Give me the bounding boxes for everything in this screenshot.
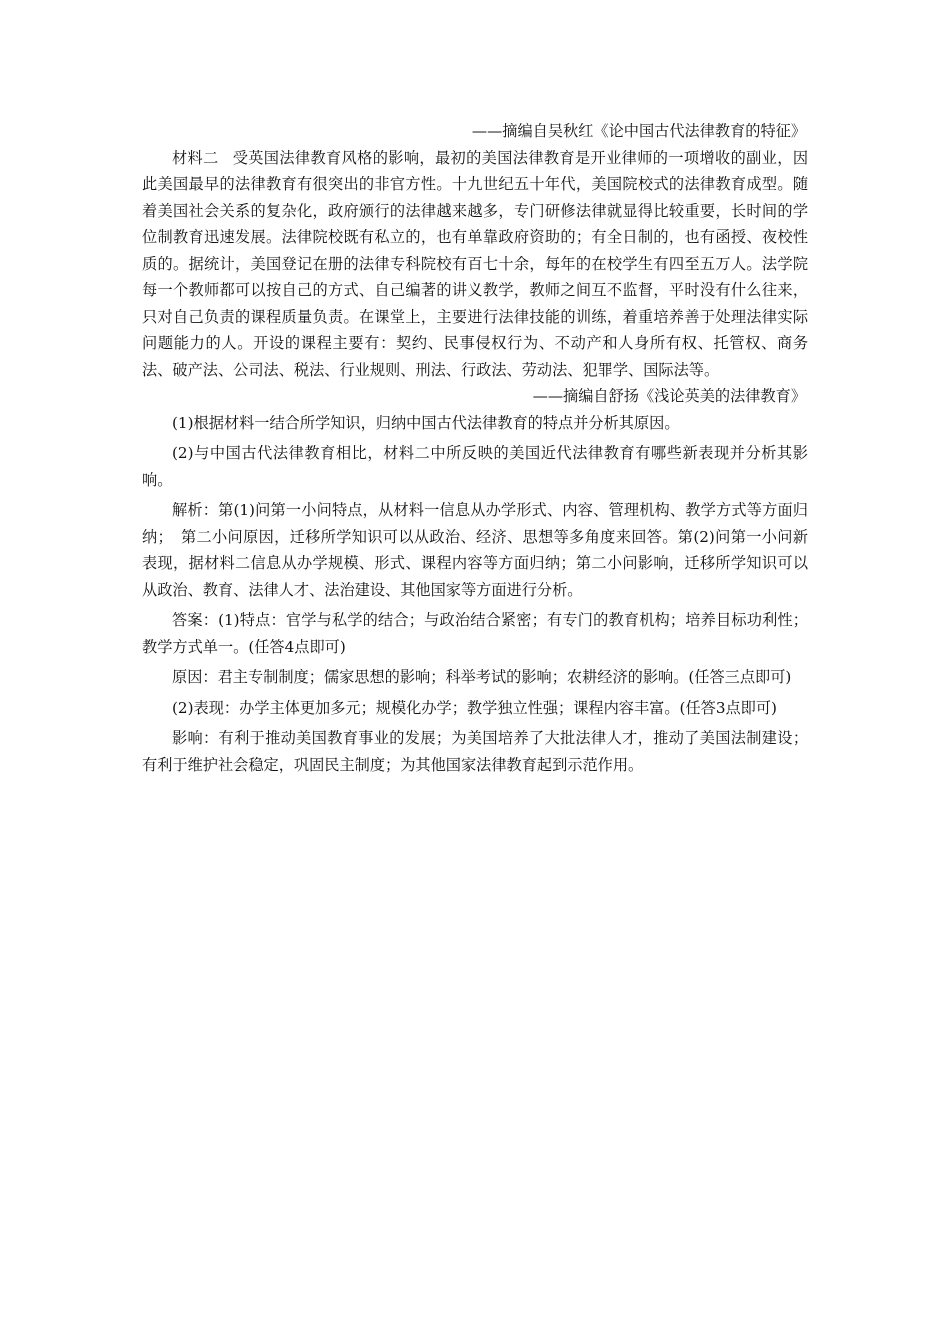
document-page bbox=[142, 118, 808, 778]
source-citation-2: ——摘编自舒扬《浅论英美的法律教育》 bbox=[532, 387, 806, 405]
answer-2-paragraph: (2)表现：办学主体更加多元；规模化办学；教学独立性强；课程内容丰富。(任答3点即可) bbox=[172, 698, 777, 717]
source-citation-1: ——摘编自吴秋红《论中国古代法律教育的特征》 bbox=[471, 122, 806, 140]
impact-paragraph: 影响：有利于推动美国教育事业的发展；为美国培养了大批法律人才，推动了美国法制建设；有利于维护社会稳定，巩固民主制度；为其他国家法律教育起到示范作用。 bbox=[142, 729, 808, 774]
reason-paragraph: 原因：君主专制制度；儒家思想的影响；科举考试的影响；农耕经济的影响。(任答三点即可) bbox=[172, 668, 792, 686]
question-2: (2)与中国古代法律教育相比，材料二中所反映的美国近代法律教育有哪些新表现并分析其影响。 bbox=[142, 444, 808, 489]
answer-1-paragraph: 答案：(1)特点：官学与私学的结合；与政治结合紧密；有专门的教育机构；培养目标功利性；教学方式单一。(任答4点即可) bbox=[142, 611, 808, 656]
question-1: (1)根据材料一结合所学知识，归纳中国古代法律教育的特点并分析其原因。 bbox=[172, 413, 680, 432]
material-two-paragraph bbox=[142, 145, 808, 384]
analysis-paragraph: 解析：第(1)问第一小问特点，从材料一信息从办学形式、内容、管理机构、教学方式等方面归纳； 第二小问原因，迁移所学知识可以从政治、经济、思想等多角度来回答。第(2)问第一小问新表现，据材料二信息从办学规模、形式、课程内容等方面归纳；第二小问影响，迁移所学知识可以从政治、教育、法律人才、法治建设、其他国家等方面进行分析。 bbox=[142, 501, 808, 599]
material-two-label: 材料二 bbox=[172, 148, 219, 167]
material-two-text: 受英国法律教育风格的影响，最初的美国法律教育是开业律师的一项增收的副业，因此美国最早的法律教育有很突出的非官方性。十九世纪五十年代，美国院校式的法律教育成型。随着美国社会关系的复杂化，政府颁行的法律越来越多，专门研修法律就显得比较重要，长时间的学位制教育迅速发展。法律院校既有私立的，也有单靠政府资助的；有全日制的，也有函授、夜校性质的。据统计，美国登记在册的法律专科院校有百七十余，每年的在校学生有四至五万人。法学院每一个教师都可以按自己的方式、自己编著的讲义教学，教师之间互不监督，平时没有什么往来，只对自己负责的课程质量负责。在课堂上，主要进行法律技能的训练，着重培养善于处理法律实际问题能力的人。开设的课程主要有：契约、民事侵权行为、不动产和人身所有权、托管权、商务法、破产法、公司法、税法、行业规则、刑法、行政法、劳动法、犯罪学、国际法等。 bbox=[142, 148, 809, 379]
